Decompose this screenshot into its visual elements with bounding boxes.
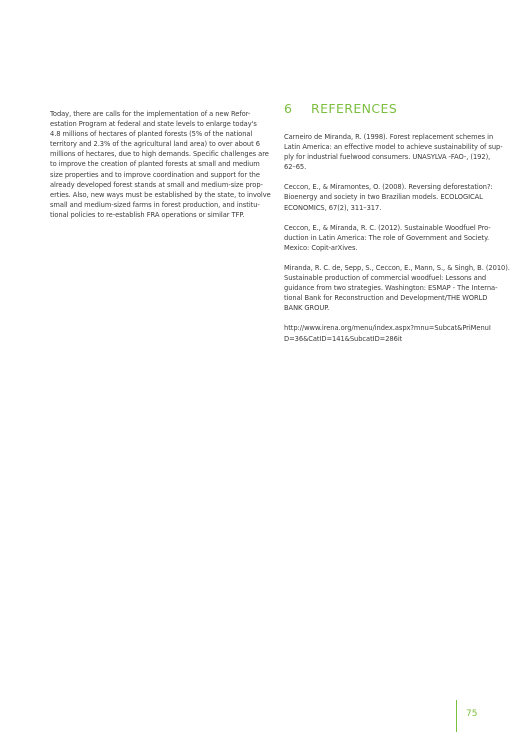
body-line: Today, there are calls for the implementation of a new Refor- (50, 110, 251, 118)
reference-entry (284, 223, 509, 253)
reference-line: ply for industrial fuelwood consumers. UNASYLVA -FAO-, (192), (284, 153, 491, 162)
body-line: to improve the creation of planted forests at small and medium (50, 160, 260, 169)
body-line: already developed forest stands at small and medium-size prop- (50, 180, 263, 189)
body-line: size properties and to improve coordination and support for the (50, 170, 260, 179)
body-line: millions of hectares, due to high demands. Specific challenges are (50, 150, 269, 159)
body-line: 4.8 millions of hectares of planted forests (5% of the national (50, 130, 253, 139)
reference-url-line[interactable]: D=36&CatID=141&SubcatID=286it (284, 334, 403, 343)
body-paragraph (50, 109, 270, 220)
reference-line: guidance from two strategies. Washington: ESMAP - The Interna- (284, 284, 498, 293)
reference-link[interactable] (284, 323, 509, 343)
reference-line: Carneiro de Miranda, R. (1998). Forest replacement schemes in (284, 133, 494, 141)
reference-entry (284, 182, 509, 212)
body-line: small and medium-sized farms in forest production, and institu- (50, 200, 260, 209)
body-line: estation Program at federal and state levels to enlarge today's (50, 120, 257, 129)
reference-entry (284, 132, 509, 172)
section-title: REFERENCES (311, 101, 398, 116)
reference-line: Bioenergy and society in two Brazilian models. ECOLOGICAL (284, 193, 483, 202)
reference-entry (284, 263, 509, 313)
reference-url-line[interactable]: http://www.irena.org/menu/index.aspx?mnu=Subcat&PriMenuI (284, 324, 491, 333)
reference-line: Ceccon, E., & Miranda, R. C. (2012). Sustainable Woodfuel Pro- (284, 223, 491, 232)
reference-line: BANK GROUP. (284, 304, 330, 313)
section-number: 6 (284, 101, 293, 116)
body-line: territory and 2.3% of the agricultural land area) to over about 6 (50, 140, 260, 149)
reference-line: Latin America: an effective model to achieve sustainability of sup- (284, 143, 503, 152)
reference-line: 62–65. (284, 163, 307, 172)
reference-line: ECONOMICS, 67(2), 311–317. (284, 203, 382, 212)
page-number-rule (456, 700, 457, 732)
reference-line: duction in Latin America: The role of Government and Society. (284, 233, 490, 242)
body-line: erties. Also, new ways must be established by the state, to involve (50, 190, 271, 199)
section-heading (284, 101, 509, 124)
body-line: tional policies to re-establish FRA operations or similar TFP. (50, 210, 245, 219)
reference-line: tional Bank for Reconstruction and Development/THE WORLD (284, 294, 488, 303)
reference-line: Sustainable production of commercial woodfuel: Lessons and (284, 274, 487, 283)
reference-line: Mexico: Copit-arXives. (284, 243, 358, 252)
references-section (284, 101, 510, 354)
reference-line: Ceccon, E., & Miramontes, O. (2008). Reversing deforestation?: (284, 183, 493, 192)
reference-line: Miranda, R. C. de, Sepp, S., Ceccon, E., Mann, S., & Singh, B. (2010). (284, 263, 510, 272)
page-number: 75 (466, 709, 478, 719)
